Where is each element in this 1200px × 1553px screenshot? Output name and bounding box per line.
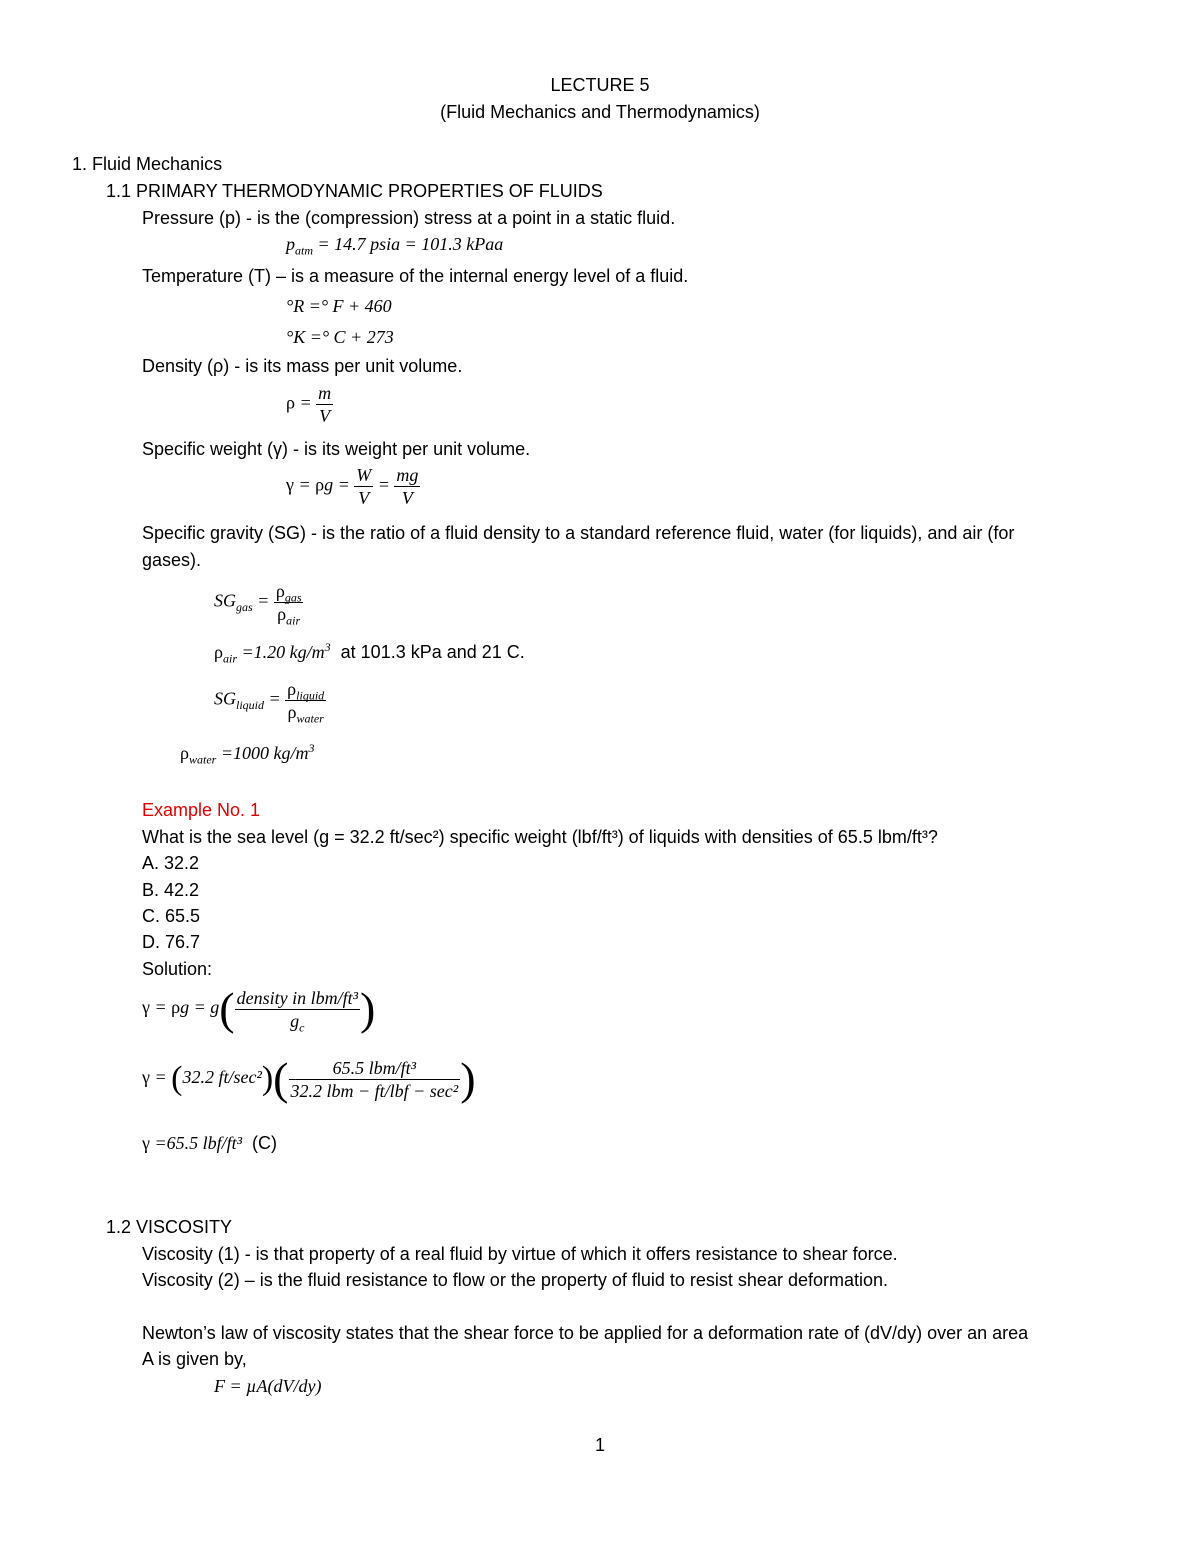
step2-gravity: 32.2 ft/sec²: [182, 1067, 262, 1088]
step1-numerator: density in lbm/ft³: [236, 987, 358, 1008]
choice-b: B. 42.2: [142, 880, 200, 900]
newton-law-line-1: Newton’s law of viscosity states that the shear force to be applied for a deformation rate of (dV/dy) over an area: [142, 1323, 1029, 1343]
lecture-title: LECTURE 5: [550, 75, 650, 95]
solution-step-1: γ = ρg = g( $\frac{\text{density in lbm/ft³}}{g_c}$ ): [142, 983, 376, 1035]
air-density-line: $\rho_{air} =1.20$ $kg/m^3$ at 101.3 kPa and 21 C.: [214, 640, 525, 666]
air-density-value: =1.20 kg/m: [241, 642, 325, 662]
air-density-conditions: at 101.3 kPa and 21 C.: [340, 642, 525, 662]
density-formula: ρ = $\frac{m}{V}$: [286, 383, 332, 426]
result-answer: (C): [252, 1133, 278, 1153]
solution-step-2: γ = (32.2 ft/sec²)( $\frac{\text{65.5 lbm/ft³}}{\text{32.2 lbm − ft/lbf − sec²}}$ ): [142, 1053, 476, 1104]
step2-denominator: 32.2 lbm − ft/lbf − sec²: [290, 1080, 459, 1101]
pressure-equation: $p_{atm} = 14.7$ psia = 101.3 kPaa: [286, 234, 504, 258]
choice-c: C. 65.5: [142, 906, 201, 926]
temperature-definition: Temperature (T) – is a measure of the internal energy level of a fluid.: [142, 266, 689, 286]
step1-denominator: g: [290, 1010, 300, 1031]
sg-gas-formula: $SG_{gas}$ = $\frac{\rho_{gas}}{\rho_{air}}$: [214, 581, 302, 628]
newton-law-line-2: A is given by,: [142, 1349, 247, 1369]
choice-a: A. 32.2: [142, 853, 200, 873]
specific-gravity-definition-1: Specific gravity (SG) - is the ratio of a fluid density to a standard reference fluid, water (for liquids), and air (for: [142, 523, 1015, 543]
rankine-equation: °R =° F + 460: [286, 296, 392, 316]
water-density-value: =1000 kg/m: [220, 743, 309, 763]
newton-law-equation: F = µA(dV/dy): [214, 1376, 322, 1396]
water-density-line: $\rho_{water} =1000$ $kg/m^3$: [180, 741, 315, 767]
step2-numerator: 65.5 lbm/ft³: [289, 1059, 461, 1080]
page-number: 1: [594, 1435, 605, 1455]
pressure-definition: Pressure (p) - is the (compression) stress at a point in a static fluid.: [142, 208, 676, 228]
viscosity-heading: 1.2 VISCOSITY: [106, 1217, 233, 1237]
specific-gravity-definition-2: gases).: [142, 550, 202, 570]
solution-label: Solution:: [142, 959, 213, 979]
viscosity-definition-1: Viscosity (1) - is that property of a real fluid by virtue of which it offers resistance to shear force.: [142, 1244, 898, 1264]
subsection-heading: 1.1 PRIMARY THERMODYNAMIC PROPERTIES OF FLUIDS: [106, 181, 603, 201]
specific-weight-definition: Specific weight (γ) - is its weight per unit volume.: [142, 439, 531, 459]
example-question: What is the sea level (g = 32.2 ft/sec²) specific weight (lbf/ft³) of liquids with densities of 65.5 lbm/ft³?: [142, 827, 938, 847]
density-definition: Density (ρ) - is its mass per unit volume.: [142, 356, 463, 376]
sg-liquid-formula: $SG_{liquid}$ = $\frac{\rho_{liquid}}{\rho_{water}}$: [214, 679, 325, 726]
solution-result: γ =65.5 lbf/ft³ (C): [142, 1133, 278, 1153]
specific-weight-formula: γ = ρg = $\frac{W}{V}$ = $\frac{mg}{V}$: [286, 465, 419, 508]
kelvin-equation: °K =° C + 273: [286, 327, 394, 347]
example-label: Example No. 1: [142, 800, 261, 820]
result-value: =65.5 lbf/ft³: [154, 1133, 243, 1153]
viscosity-definition-2: Viscosity (2) – is the fluid resistance to flow or the property of fluid to resist shear deformation.: [142, 1270, 889, 1290]
section-heading: 1. Fluid Mechanics: [72, 154, 223, 174]
choice-d: D. 76.7: [142, 932, 201, 952]
pressure-equation-value: 14.7 psia = 101.3 kPaa: [334, 234, 504, 254]
lecture-subtitle: (Fluid Mechanics and Thermodynamics): [440, 102, 760, 122]
